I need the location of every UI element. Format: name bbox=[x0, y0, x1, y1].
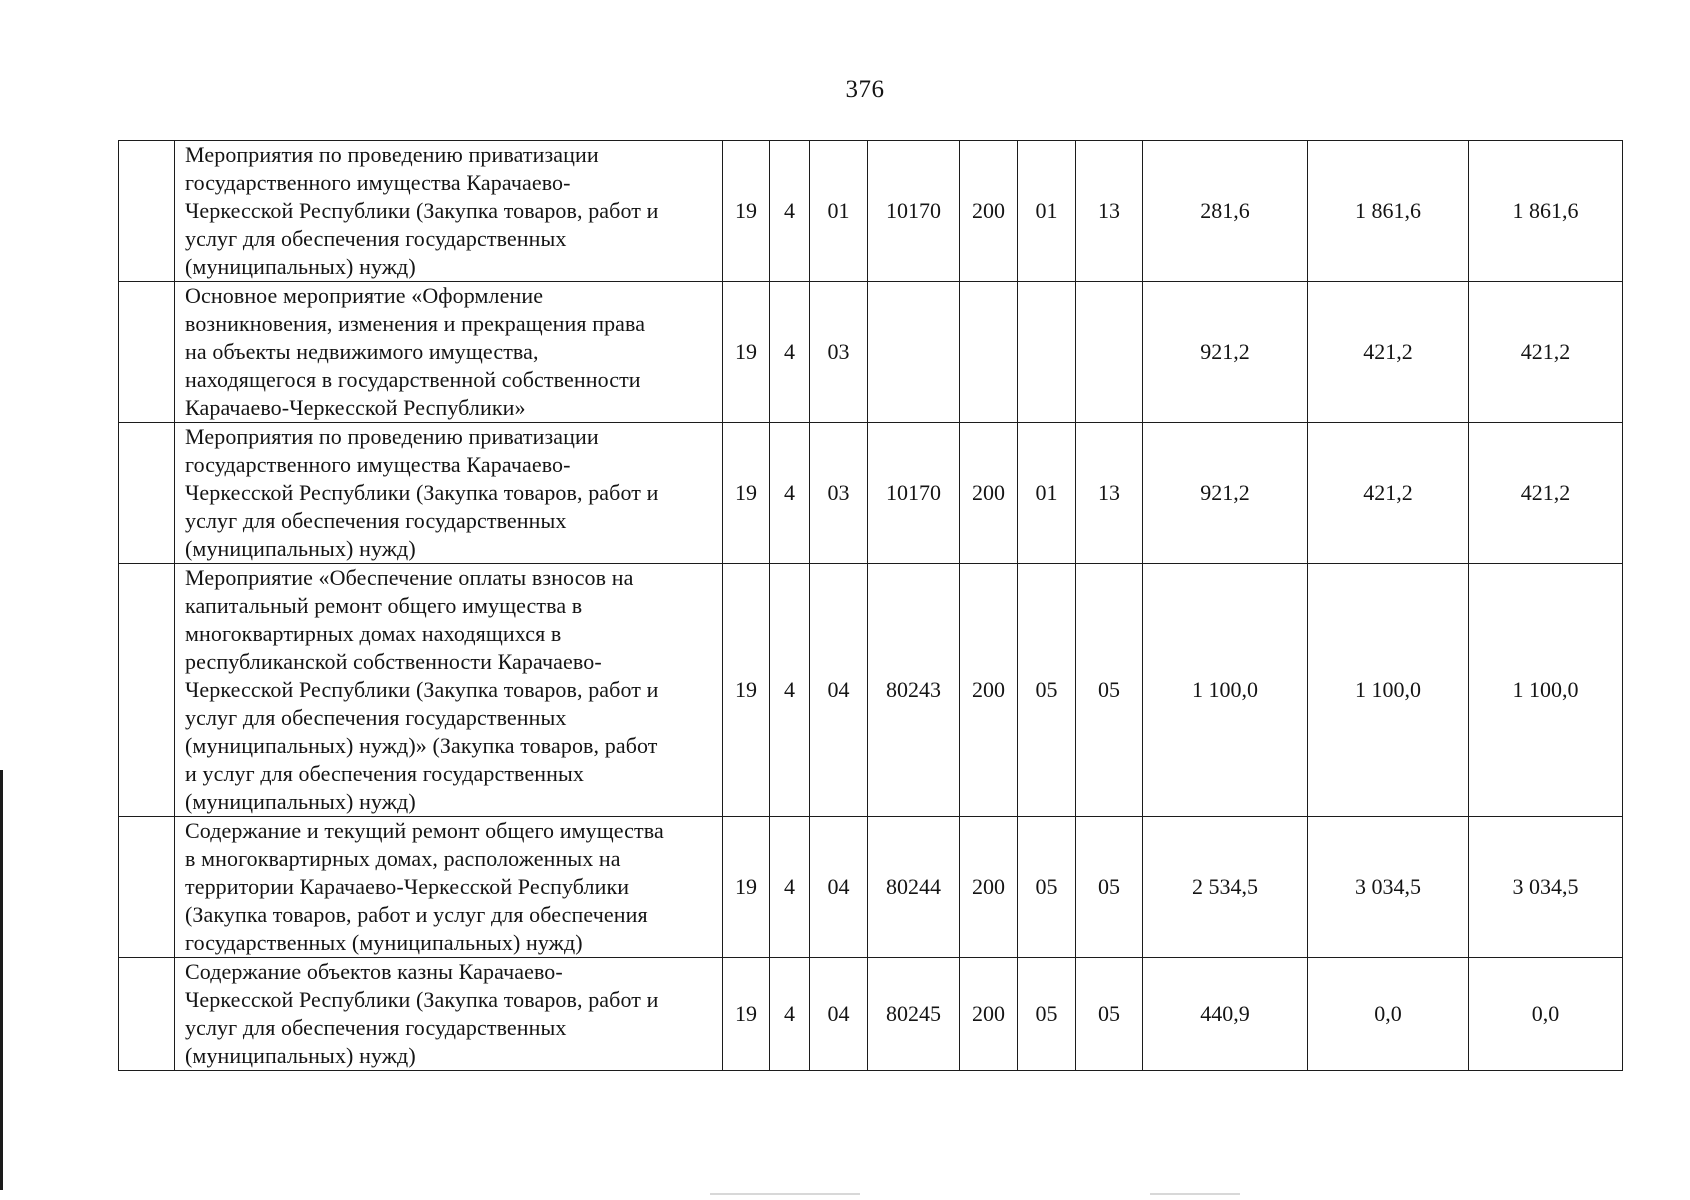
scan-artifact-line bbox=[1150, 1193, 1240, 1195]
code-cell: 19 bbox=[723, 141, 770, 282]
code-cell: 200 bbox=[960, 817, 1018, 958]
code-cell: 200 bbox=[960, 958, 1018, 1071]
code-cell: 80243 bbox=[868, 564, 960, 817]
amount-cell: 421,2 bbox=[1469, 423, 1623, 564]
code-cell: 13 bbox=[1076, 141, 1143, 282]
code-cell: 03 bbox=[810, 282, 868, 423]
code-cell: 05 bbox=[1076, 564, 1143, 817]
code-cell: 80244 bbox=[868, 817, 960, 958]
code-cell: 19 bbox=[723, 817, 770, 958]
code-cell: 01 bbox=[1018, 141, 1076, 282]
code-cell bbox=[868, 282, 960, 423]
code-cell: 19 bbox=[723, 282, 770, 423]
row-number-cell bbox=[119, 423, 175, 564]
code-cell: 05 bbox=[1018, 817, 1076, 958]
table-row bbox=[119, 958, 1623, 1071]
scan-edge-line bbox=[0, 770, 3, 1190]
amount-cell: 1 100,0 bbox=[1308, 564, 1469, 817]
code-cell: 200 bbox=[960, 423, 1018, 564]
code-cell: 19 bbox=[723, 958, 770, 1071]
code-cell: 04 bbox=[810, 958, 868, 1071]
code-cell: 10170 bbox=[868, 423, 960, 564]
amount-cell: 1 100,0 bbox=[1469, 564, 1623, 817]
code-cell: 4 bbox=[770, 141, 810, 282]
code-cell: 05 bbox=[1076, 817, 1143, 958]
amount-cell: 921,2 bbox=[1143, 282, 1308, 423]
code-cell: 80245 bbox=[868, 958, 960, 1071]
page-number: 376 bbox=[845, 76, 885, 103]
amount-cell: 440,9 bbox=[1143, 958, 1308, 1071]
amount-cell: 1 861,6 bbox=[1469, 141, 1623, 282]
code-cell: 05 bbox=[1018, 958, 1076, 1071]
description-cell: Основное мероприятие «Оформление возникновения, изменения и прекращения права на объекты недвижимого имущества, находящегося в государственной собственности Карачаево-Черкесской Республики» bbox=[175, 282, 723, 423]
amount-cell: 0,0 bbox=[1308, 958, 1469, 1071]
table-row bbox=[119, 141, 1623, 282]
code-cell: 4 bbox=[770, 817, 810, 958]
code-cell: 200 bbox=[960, 564, 1018, 817]
amount-cell: 3 034,5 bbox=[1469, 817, 1623, 958]
code-cell: 05 bbox=[1018, 564, 1076, 817]
description-cell: Мероприятия по проведению приватизации государственного имущества Карачаево- Черкесской Республики (Закупка товаров, работ и услуг для обеспечения государственных (муниципальных) нужд) bbox=[175, 423, 723, 564]
code-cell: 4 bbox=[770, 423, 810, 564]
code-cell: 03 bbox=[810, 423, 868, 564]
amount-cell: 421,2 bbox=[1308, 423, 1469, 564]
amount-cell: 3 034,5 bbox=[1308, 817, 1469, 958]
code-cell: 10170 bbox=[868, 141, 960, 282]
code-cell: 4 bbox=[770, 564, 810, 817]
row-number-cell bbox=[119, 141, 175, 282]
code-cell bbox=[960, 282, 1018, 423]
description-cell: Содержание и текущий ремонт общего имущества в многоквартирных домах, расположенных на территории Карачаево-Черкесской Республики (Закупка товаров, работ и услуг для обеспечения государственных (муниципальных) нужд) bbox=[175, 817, 723, 958]
description-cell: Содержание объектов казны Карачаево- Черкесской Республики (Закупка товаров, работ и услуг для обеспечения государственных (муниципальных) нужд) bbox=[175, 958, 723, 1071]
table-row bbox=[119, 564, 1623, 817]
row-number-cell bbox=[119, 564, 175, 817]
code-cell bbox=[1076, 282, 1143, 423]
table-row bbox=[119, 817, 1623, 958]
code-cell: 4 bbox=[770, 282, 810, 423]
row-number-cell bbox=[119, 282, 175, 423]
code-cell: 01 bbox=[810, 141, 868, 282]
amount-cell: 421,2 bbox=[1308, 282, 1469, 423]
code-cell: 13 bbox=[1076, 423, 1143, 564]
amount-cell: 1 861,6 bbox=[1308, 141, 1469, 282]
amount-cell: 421,2 bbox=[1469, 282, 1623, 423]
row-number-cell bbox=[119, 817, 175, 958]
scan-artifact-line bbox=[710, 1193, 860, 1195]
amount-cell: 921,2 bbox=[1143, 423, 1308, 564]
amount-cell: 1 100,0 bbox=[1143, 564, 1308, 817]
table-row bbox=[119, 423, 1623, 564]
table-row bbox=[119, 282, 1623, 423]
code-cell bbox=[1018, 282, 1076, 423]
amount-cell: 0,0 bbox=[1469, 958, 1623, 1071]
description-cell: Мероприятия по проведению приватизации государственного имущества Карачаево- Черкесской Республики (Закупка товаров, работ и услуг для обеспечения государственных (муниципальных) нужд) bbox=[175, 141, 723, 282]
description-cell: Мероприятие «Обеспечение оплаты взносов на капитальный ремонт общего имущества в многоквартирных домах находящихся в республиканской собственности Карачаево- Черкесской Республики (Закупка товаров, работ и услуг для обеспечения государственных (муниципальных) нужд)» (Закупка товаров, работ и услуг для обеспечения государственных (муниципальных) нужд) bbox=[175, 564, 723, 817]
amount-cell: 2 534,5 bbox=[1143, 817, 1308, 958]
budget-table bbox=[118, 140, 1623, 1071]
code-cell: 19 bbox=[723, 423, 770, 564]
code-cell: 200 bbox=[960, 141, 1018, 282]
row-number-cell bbox=[119, 958, 175, 1071]
code-cell: 01 bbox=[1018, 423, 1076, 564]
code-cell: 19 bbox=[723, 564, 770, 817]
amount-cell: 281,6 bbox=[1143, 141, 1308, 282]
code-cell: 04 bbox=[810, 817, 868, 958]
code-cell: 05 bbox=[1076, 958, 1143, 1071]
code-cell: 4 bbox=[770, 958, 810, 1071]
code-cell: 04 bbox=[810, 564, 868, 817]
